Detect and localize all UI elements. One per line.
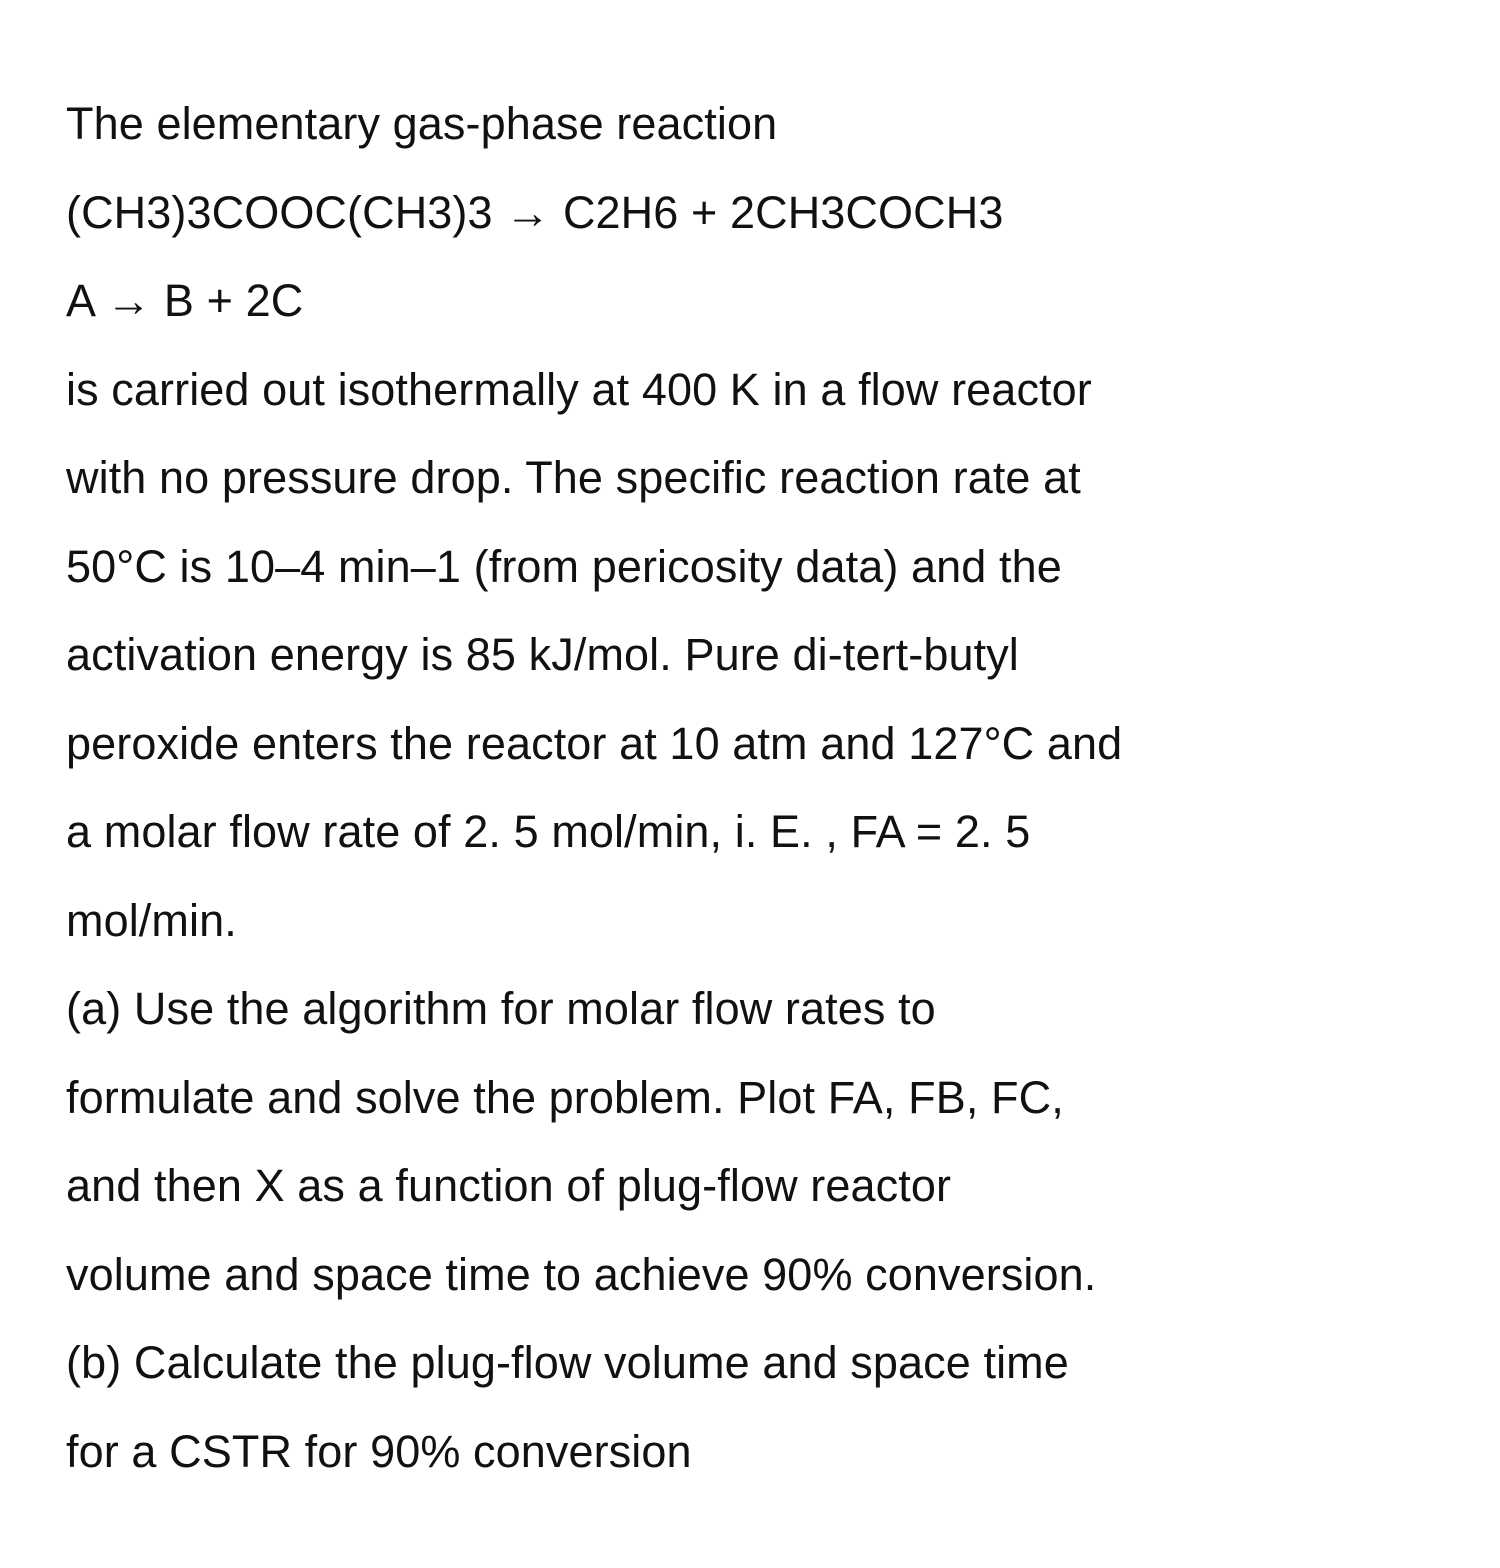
- text-line: mol/min.: [66, 894, 237, 946]
- intro-line: The elementary gas-phase reaction: [66, 98, 778, 149]
- part-a-line: volume and space time to achieve 90% conversion.: [66, 1248, 1097, 1300]
- text-line: is carried out isothermally at 400 K in a flow reactor: [66, 363, 1092, 415]
- text-line: with no pressure drop. The specific reaction rate at: [66, 452, 1081, 503]
- part-a-line: (a) Use the algorithm for molar flow rates to: [66, 983, 936, 1034]
- text-line: peroxide enters the reactor at 10 atm and 127°C and: [66, 717, 1123, 769]
- reaction-equation: (CH3)3COOC(CH3)3 → C2H6 + 2CH3COCH3: [66, 186, 1004, 238]
- text-line: a molar flow rate of 2. 5 mol/min, i. E. , FA = 2. 5: [66, 806, 1031, 857]
- text-line: activation energy is 85 kJ/mol. Pure di-tert-butyl: [66, 629, 1019, 680]
- part-b-line: (b) Calculate the plug-flow volume and space time: [66, 1337, 1069, 1388]
- part-b-line: for a CSTR for 90% conversion: [66, 1425, 692, 1477]
- problem-text: [66, 80, 1466, 1496]
- reaction-symbolic: A → B + 2C: [66, 275, 304, 326]
- text-line: 50°C is 10–4 min–1 (from pericosity data) and the: [66, 540, 1062, 592]
- part-a-line: and then X as a function of plug-flow reactor: [66, 1160, 952, 1211]
- part-a-line: formulate and solve the problem. Plot FA, FB, FC,: [66, 1071, 1064, 1123]
